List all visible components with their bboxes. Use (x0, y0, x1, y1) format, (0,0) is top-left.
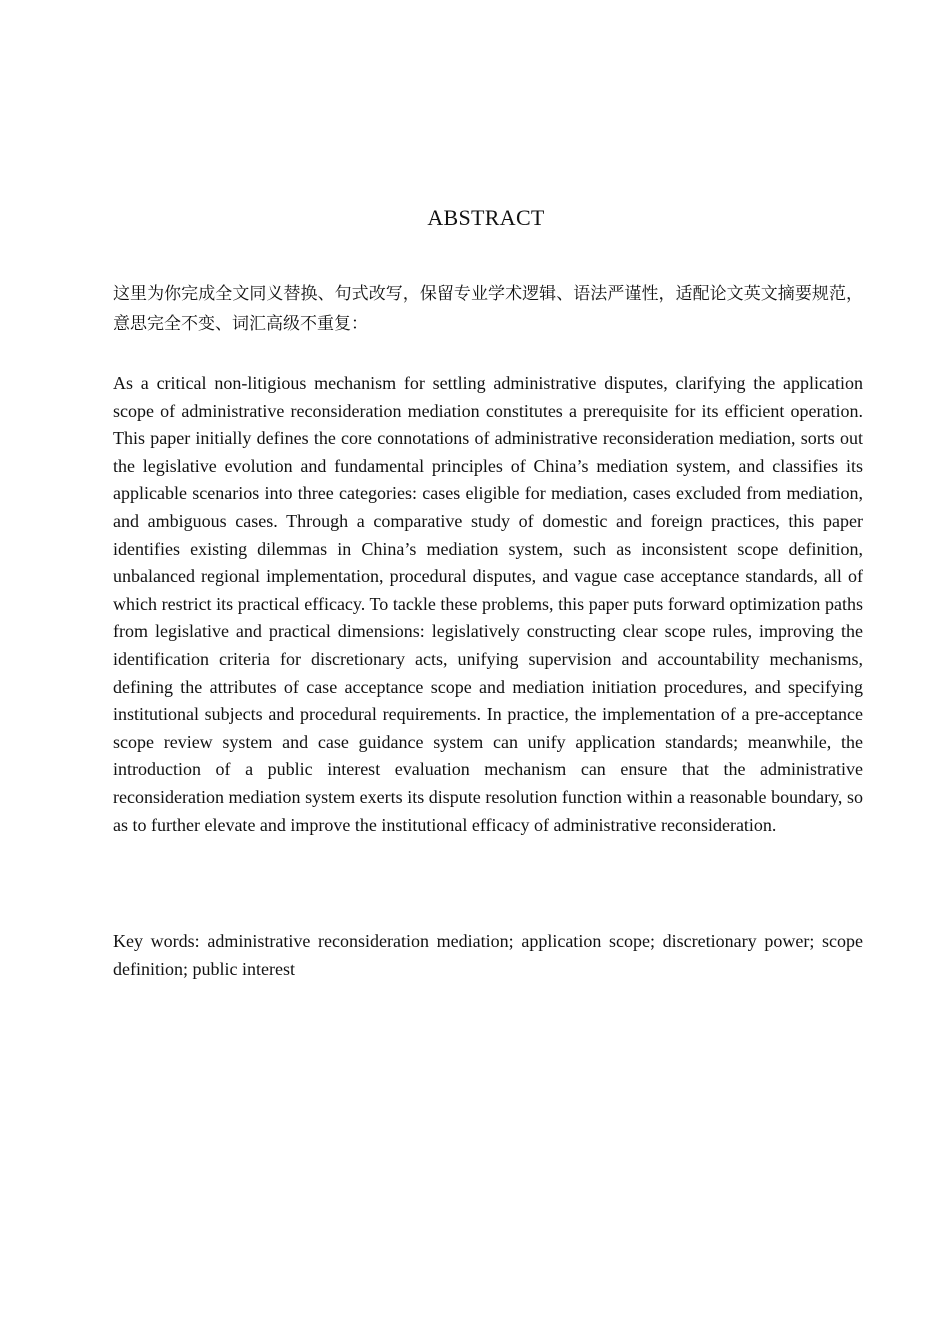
chinese-intro-note: 这里为你完成全文同义替换、句式改写，保留专业学术逻辑、语法严谨性，适配论文英文摘要规范，意思完全不变、词汇高级不重复： (113, 284, 863, 334)
keywords-line: Key words: administrative reconsideration mediation; application scope; discretionary power; scope definition; public interest (113, 931, 863, 979)
abstract-body-paragraph: As a critical non-litigious mechanism for settling administrative disputes, clarifying the application scope of administrative reconsideration mediation constitutes a prerequisite for its efficient operation. This paper initially defines the core connotations of administrative reconsideration mediation, sorts out the legislative evolution and fundamental principles of China’s mediation system, and classifies its applicable scenarios into three categories: cases eligible for mediation, cases excluded from mediation, and ambiguous cases. Through a comparative study of domestic and foreign practices, this paper identifies existing dilemmas in China’s mediation system, such as inconsistent scope definition, unbalanced regional implementation, procedural disputes, and vague case acceptance standards, all of which restrict its practical efficacy. To tackle these problems, this paper puts forward optimization paths from legislative and practical dimensions: legislatively constructing clear scope rules, improving the identification criteria for discretionary acts, unifying supervision and accountability mechanisms, defining the attributes of case acceptance scope and mediation initiation procedures, and specifying institutional subjects and procedural requirements. In practice, the implementation of a pre-acceptance scope review system and case guidance system can unify application standards; meanwhile, the introduction of a public interest evaluation mechanism can ensure that the administrative reconsideration mediation system exerts its dispute resolution function within a reasonable boundary, so as to further elevate and improve the institutional efficacy of administrative reconsideration. (113, 373, 863, 835)
abstract-title: ABSTRACT (427, 205, 545, 230)
